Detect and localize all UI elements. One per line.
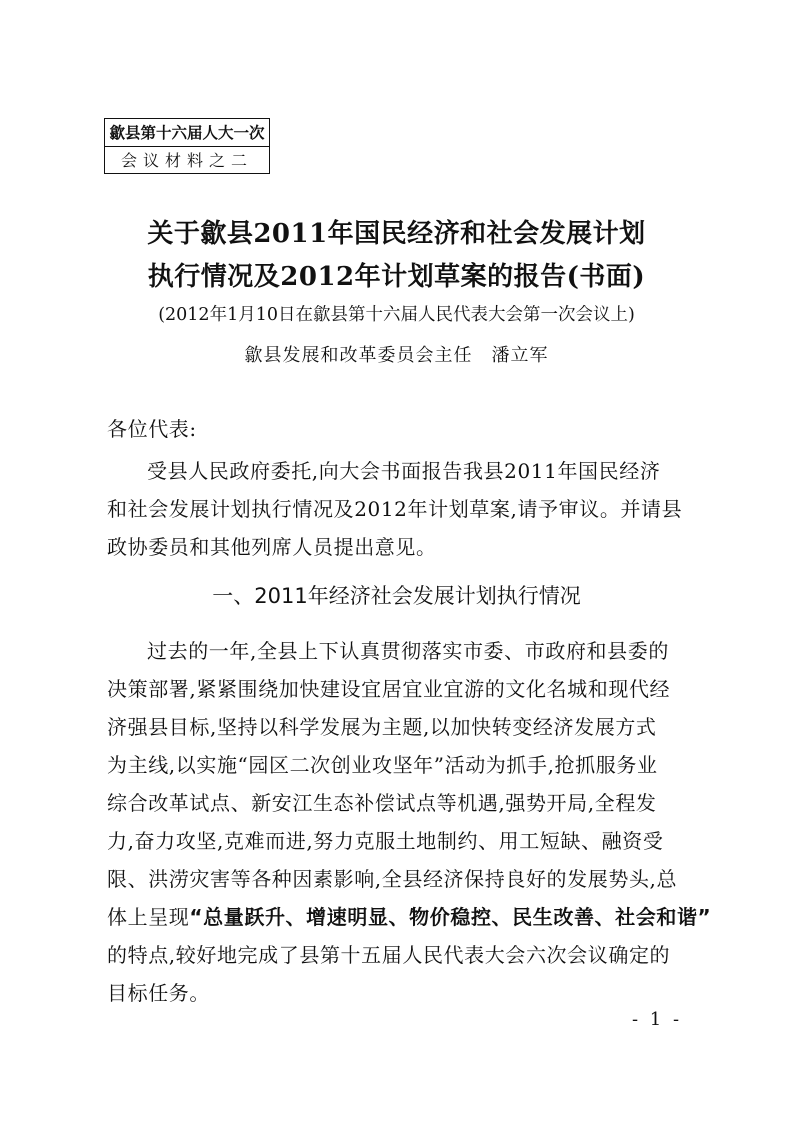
emphasis-text: “总量跃升、增速明显、物价稳控、民生改善、社会和谐” (189, 905, 712, 929)
body-line: 济强县目标,坚持以科学发展为主题,以加快转变经济发展方式 (107, 715, 657, 739)
body-line: 过去的一年,全县上下认真贯彻落实市委、市政府和县委的 (147, 639, 669, 663)
report-title-line2: 执行情况及2012年计划草案的报告(书面) (147, 262, 646, 292)
body-emphasis-line (107, 901, 712, 930)
intro-line: 受县人民政府委托,向大会书面报告我县2011年国民经济 (147, 459, 661, 483)
meeting-material-box (104, 118, 270, 174)
intro-line: 和社会发展计划执行情况及2012年计划草案,请予审议。并请县 (107, 497, 683, 521)
body-line: 力,奋力攻坚,克难而进,努力克服土地制约、用工短缺、融资受 (107, 829, 664, 853)
material-box-line2: 会议材料之二 (120, 151, 253, 170)
body-line: 决策部署,紧紧围绕加快建设宜居宜业宜游的文化名城和现代经 (107, 677, 671, 701)
salutation: 各位代表: (107, 417, 197, 441)
report-author: 歙县发展和改革委员会主任 潘立军 (244, 345, 549, 366)
body-line: 目标任务。 (107, 981, 210, 1005)
intro-line: 政协委员和其他列席人员提出意见。 (107, 535, 437, 559)
body-line: 综合改革试点、新安江生态补偿试点等机遇,强势开局,全程发 (107, 791, 657, 815)
section-heading: 一、2011年经济社会发展计划执行情况 (212, 584, 581, 608)
body-line: 为主线,以实施“园区二次创业攻坚年”活动为抓手,抢抓服务业 (107, 753, 658, 777)
material-box-line1: 歙县第十六届人大一次 (105, 121, 269, 147)
report-title-line1: 关于歙县2011年国民经济和社会发展计划 (147, 219, 646, 249)
body-line: 限、洪涝灾害等各种因素影响,全县经济保持良好的发展势头,总 (107, 867, 678, 891)
page-number: - 1 - (632, 1009, 683, 1030)
body-line: 的特点,较好地完成了县第十五届人民代表大会六次会议确定的 (107, 943, 671, 967)
emphasis-prefix: 体上呈现 (107, 905, 190, 929)
report-subtitle: (2012年1月10日在歙县第十六届人民代表大会第一次会议上) (158, 305, 635, 325)
